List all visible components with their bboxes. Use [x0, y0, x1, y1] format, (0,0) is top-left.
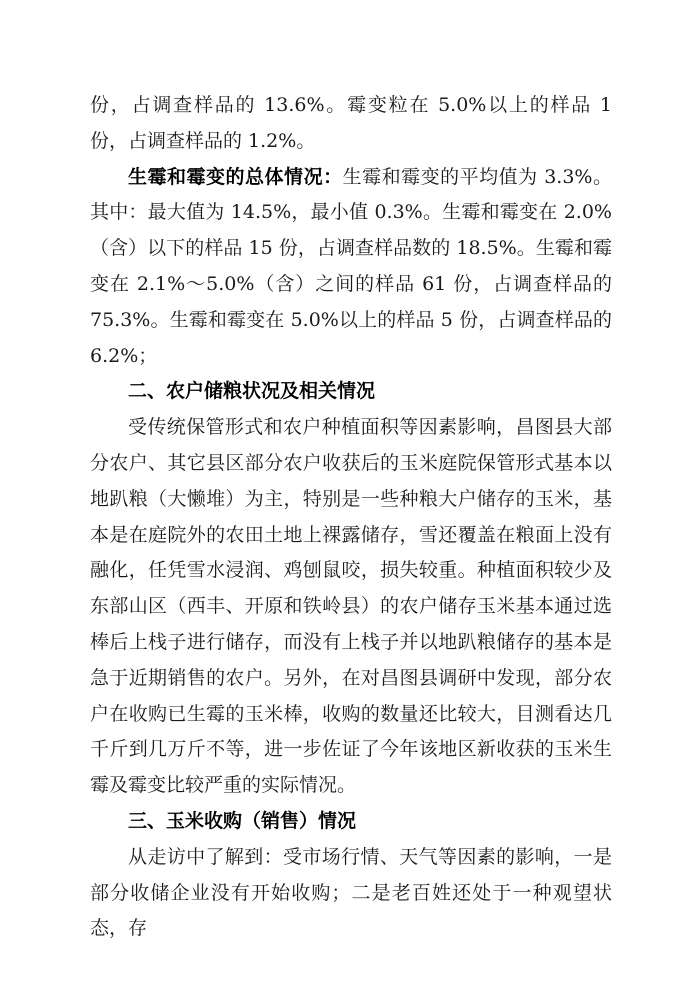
- paragraph-farmer-storage: 受传统保管形式和农户种植面积等因素影响，昌图县大部分农户、其它县区部分农户收获后的玉米庭院保管形式基本以地趴粮（大懒堆）为主，特别是一些种粮大户储存的玉米，基本是在庭院外的农田土地上裸露储存，雪还覆盖在粮面上没有融化，任凭雪水浸润、鸡刨鼠咬，损失较重。种植面积较少及东部山区（西丰、开原和铁岭县）的农户储存玉米基本通过选棒后上栈子进行储存，而没有上栈子并以地趴粮储存的基本是急于近期销售的农户。另外，在对昌图县调研中发现，部分农户在收购已生霉的玉米棒，收购的数量还比较大，目测看达几千斤到几万斤不等，进一步佐证了今年该地区新收获的玉米生霉及霉变比较严重的实际情况。: [90, 416, 612, 797]
- section-heading-farmer-storage: 二、农户储粮状况及相关情况: [128, 380, 376, 403]
- paragraph-lead-label: 生霉和霉变的总体情况：: [128, 165, 343, 188]
- paragraph-overall-mold-body: 生霉和霉变的平均值为 3.3%。其中：最大值为 14.5%，最小值 0.3%。生霉和霉变在 2.0%（含）以下的样品 15 份，占调查样品数的 18.5%。生霉和霉变在 2.1%～5.0%（含）之间的样品 61 份，占调查样品的 75.3%。生霉和霉变在 5.0%以上的样品 5 份，占调查样品的 6.2%；: [90, 165, 612, 367]
- document-page: [90, 88, 612, 947]
- paragraph-mold-sample-ratio: 份，占调查样品的 13.6%。霉变粒在 5.0%以上的样品 1 份，占调查样品的 1.2%。: [90, 94, 612, 152]
- section-heading-corn-purchase: 三、玉米收购（销售）情况: [128, 809, 357, 832]
- paragraph-overall-mold: [90, 160, 612, 375]
- paragraph-corn-purchase: 从走访中了解到：受市场行情、天气等因素的影响，一是部分收储企业没有开始收购；二是老百姓还处于一种观望状态，存: [90, 845, 612, 940]
